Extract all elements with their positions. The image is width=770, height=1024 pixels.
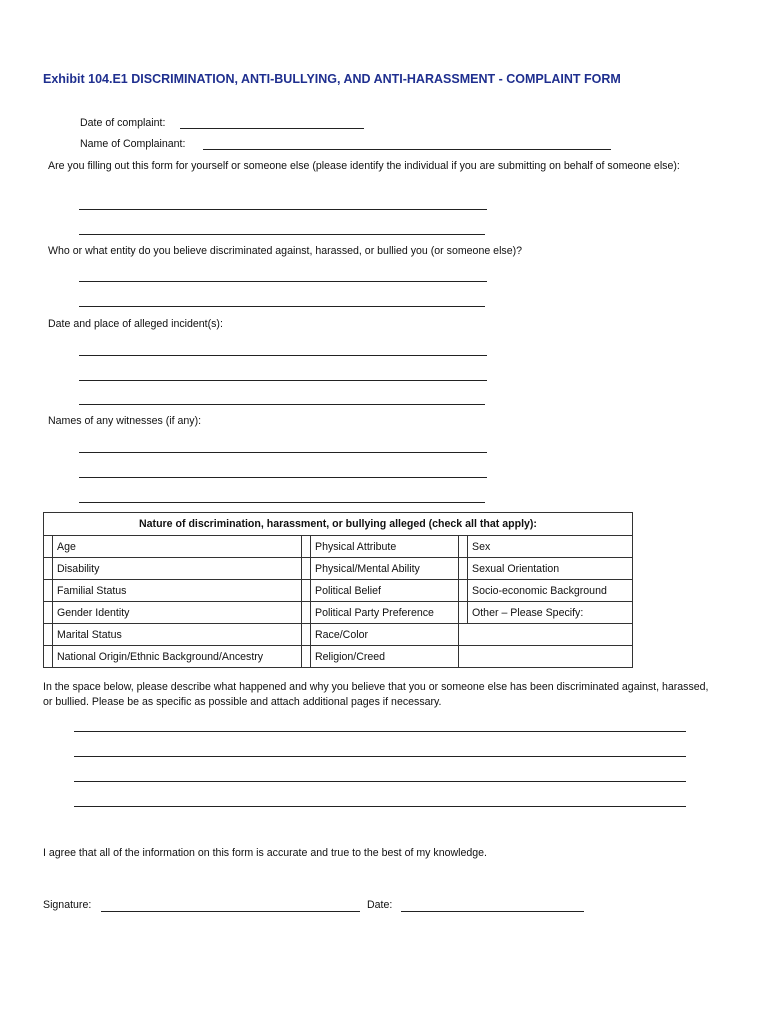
question-witnesses: Names of any witnesses (if any): (48, 415, 202, 427)
checkbox[interactable] (302, 580, 311, 602)
sign-date-field[interactable] (401, 911, 584, 912)
agreement-statement: I agree that all of the information on this form is accurate and true to the best of my knowledge. (43, 847, 488, 859)
checklist-item: Sex (468, 536, 633, 558)
answer-line[interactable] (79, 281, 487, 282)
other-specify-field[interactable] (459, 646, 633, 668)
form-title: Exhibit 104.E1 DISCRIMINATION, ANTI-BULLYING, AND ANTI-HARASSMENT - COMPLAINT FORM (43, 72, 621, 86)
answer-line[interactable] (79, 502, 485, 503)
checklist-item: National Origin/Ethnic Background/Ancestry (53, 646, 302, 668)
checkbox[interactable] (302, 646, 311, 668)
table-row (44, 558, 633, 580)
checkbox[interactable] (44, 646, 53, 668)
answer-line[interactable] (79, 477, 487, 478)
checkbox[interactable] (302, 624, 311, 646)
answer-line[interactable] (74, 731, 686, 732)
checkbox[interactable] (44, 602, 53, 624)
question-describe: In the space below, please describe what happened and why you believe that you or someone else has been discriminated against, harassed, or bullied. Please be as specific as possible and attach additional pages if necessary. (43, 681, 709, 708)
question-who: Who or what entity do you believe discriminated against, harassed, or bullied you (or someone else)? (48, 245, 523, 257)
checklist-item: Political Belief (311, 580, 459, 602)
answer-line[interactable] (79, 452, 487, 453)
checklist-item: Marital Status (53, 624, 302, 646)
checklist-item: Political Party Preference (311, 602, 459, 624)
sign-date-label: Date: (367, 899, 393, 911)
answer-line[interactable] (74, 806, 686, 807)
answer-line[interactable] (79, 404, 485, 405)
table-row (44, 624, 633, 646)
other-specify-field[interactable] (459, 624, 633, 646)
checklist-item: Age (53, 536, 302, 558)
answer-line[interactable] (79, 380, 487, 381)
checkbox[interactable] (302, 536, 311, 558)
checkbox[interactable] (44, 558, 53, 580)
checkbox[interactable] (459, 536, 468, 558)
answer-line[interactable] (79, 306, 485, 307)
checklist-item: Gender Identity (53, 602, 302, 624)
checklist-item: Religion/Creed (311, 646, 459, 668)
checkbox[interactable] (302, 558, 311, 580)
checklist-item: Physical/Mental Ability (311, 558, 459, 580)
checklist-item: Physical Attribute (311, 536, 459, 558)
question-self-or-other: Are you filling out this form for yourself or someone else (please identify the individual if you are submitting on behalf of someone else): (48, 160, 680, 172)
checklist-item: Sexual Orientation (468, 558, 633, 580)
checklist-item: Disability (53, 558, 302, 580)
checkbox[interactable] (44, 580, 53, 602)
date-of-complaint-field[interactable] (180, 128, 364, 129)
answer-line[interactable] (79, 234, 485, 235)
signature-label: Signature: (43, 899, 92, 911)
table-row (44, 580, 633, 602)
checkbox[interactable] (459, 580, 468, 602)
nature-checklist-table (43, 512, 633, 668)
name-of-complainant-label: Name of Complainant: (80, 138, 186, 150)
table-row (44, 602, 633, 624)
checkbox[interactable] (44, 536, 53, 558)
checklist-item: Race/Color (311, 624, 459, 646)
checklist-item: Socio-economic Background (468, 580, 633, 602)
date-of-complaint-label: Date of complaint: (80, 117, 166, 129)
table-row (44, 646, 633, 668)
checkbox[interactable] (459, 558, 468, 580)
checkbox[interactable] (302, 602, 311, 624)
checklist-header: Nature of discrimination, harassment, or bullying alleged (check all that apply): (44, 513, 633, 536)
checkbox[interactable] (44, 624, 53, 646)
answer-line[interactable] (74, 781, 686, 782)
checkbox[interactable] (459, 602, 468, 624)
signature-field[interactable] (101, 911, 360, 912)
checklist-item: Familial Status (53, 580, 302, 602)
checklist-item: Other – Please Specify: (468, 602, 633, 624)
name-of-complainant-field[interactable] (203, 149, 611, 150)
answer-line[interactable] (79, 355, 487, 356)
answer-line[interactable] (74, 756, 686, 757)
table-row (44, 536, 633, 558)
question-date-place: Date and place of alleged incident(s): (48, 318, 223, 330)
answer-line[interactable] (79, 209, 487, 210)
